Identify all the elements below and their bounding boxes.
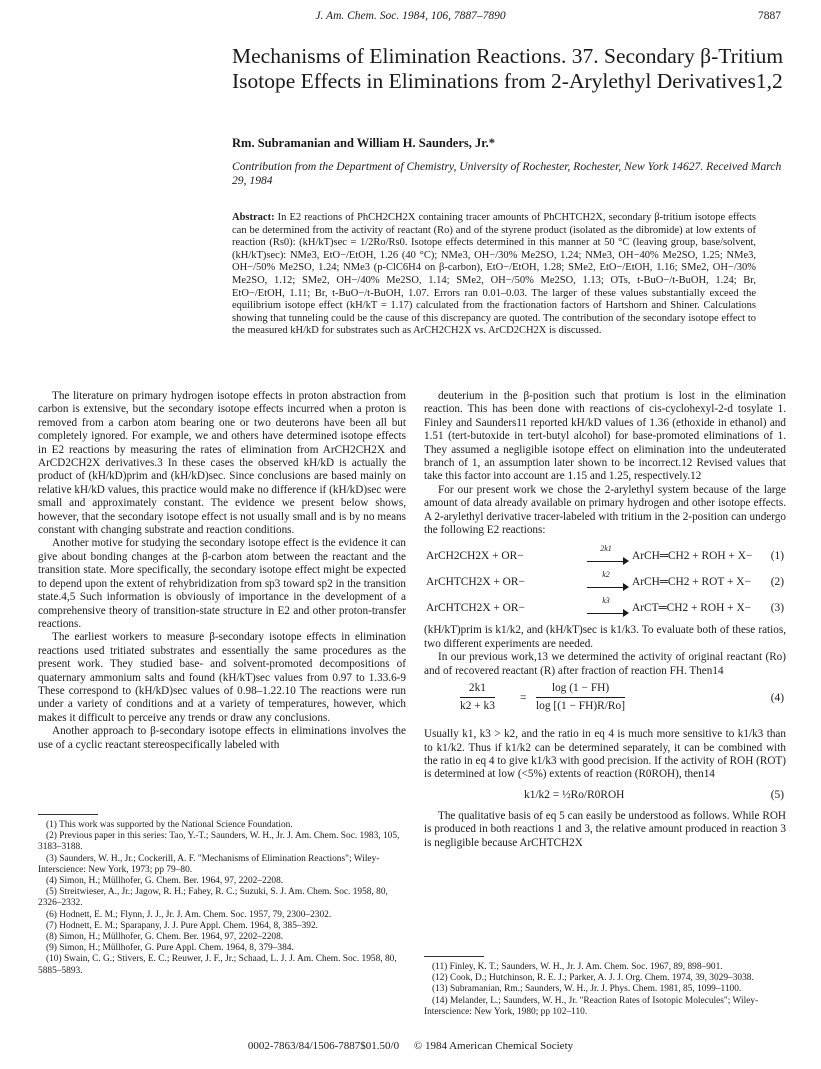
denominator: k2 + k3 bbox=[460, 699, 495, 712]
footnotes-left bbox=[38, 820, 406, 977]
affiliation: Contribution from the Department of Chemistry, University of Rochester, Rochester, New York 14627. Received March 29, 1984 bbox=[232, 160, 782, 187]
numerator: 2k1 bbox=[460, 682, 495, 697]
footnote: (13) Subramanian, Rm.; Saunders, W. H., Jr. J. Phys. Chem. 1981, 85, 1099–1100. bbox=[432, 984, 742, 995]
reaction-arrow-icon bbox=[584, 544, 628, 562]
footnote: (12) Cook, D.; Hutchinson, R. E. J.; Parker, A. J. J. Org. Chem. 1974, 39, 3029–3038. bbox=[432, 973, 754, 984]
equation-number: (5) bbox=[770, 788, 784, 801]
footnote: (8) Simon, H.; Müllhofer, G. Chem. Ber. 1964, 97, 2202–2208. bbox=[46, 932, 284, 943]
reactants: ArCHTCH2X + OR− bbox=[426, 576, 525, 589]
left-column bbox=[38, 390, 406, 752]
rate-constant: 2k1 bbox=[600, 544, 612, 554]
footnote: (10) Swain, C. G.; Stivers, E. C.; Reuwer, J. F., Jr.; Schaad, L. J. J. Am. Chem. Soc. 1958, 80, 5885–5893. bbox=[38, 954, 397, 976]
paragraph: For our present work we chose the 2-arylethyl system because of the large amount of data already available on primary hydrogen and other isotope effects. A 2-arylethyl derivative tracer-labeled with tritium in the 2-position can undergo the following E2 reactions: bbox=[424, 483, 786, 537]
footnote: (2) Previous paper in this series: Tao, Y.-T.; Saunders, W. H., Jr. J. Am. Chem. Soc. 1983, 105, 3183–3188. bbox=[38, 831, 400, 853]
footnote: (7) Hodnett, E. M.; Sparapany, J. J. Pure Appl. Chem. 1964, 8, 385–392. bbox=[46, 920, 319, 931]
footnote: (9) Simon, H.; Müllhofer, G. Pure Appl. Chem. 1964, 8, 379–384. bbox=[46, 943, 294, 954]
reaction-equation-2 bbox=[424, 568, 786, 594]
abstract-text: In E2 reactions of PhCH2CH2X containing tracer amounts of PhCHTCH2X, secondary β-tritium isotope effects can be determined from the activity of reactant (Ro) and of the styrene product (isolated as the dibromide) at low extents of reaction (Rs0): (kH/kT)sec = 1/2Ro/Rs0. Isotope effects determined in this manner at 50 °C (leaving group, base/solvent, (kH/kT)sec): NMe3, EtO−/EtOH, 1.26 (40 °C); NMe3, OH−/30% Me2SO, 1.24; NMe3, OH−40% Me2SO, 1.25; NMe3, OH−/50% Me2SO, 1.24; NMe3 (p-ClC6H4 on β-carbon), EtO−/EtOH, 1.28; SMe2, EtO−/EtOH, 1.16; SMe2, OH−/30% Me2SO, 1.12; SMe2, OH−/40% Me2SO, 1.14; SMe2, OH−/50% Me2SO, 1.13; OTs, t-BuO−/t-BuOH, 1.24; Br, EtO−/EtOH, 1.11; Br, t-BuO−/t-BuOH, 1.07. Errors ran 0.01–0.03. The larger of these values substantially exceed the equilibrium isotope effect (kH/kT = 1.17) calculated from the fractionation factors of Hartshorn and Shiner. Calculations showing that tunneling could be the cause of this discrepancy are quoted. The contribution of the secondary isotope effect to the measured kH/kD for substrates such as ArCH2CH2X vs. ArCD2CH2X is discussed. bbox=[232, 212, 756, 337]
article-title: Mechanisms of Elimination Reactions. 37. Secondary β-Tritium Isotope Effects in Eliminations from 2-Arylethyl Derivatives1,2 bbox=[232, 44, 784, 93]
reaction-arrow-icon bbox=[584, 596, 628, 614]
equation-number: (3) bbox=[770, 602, 784, 615]
right-column bbox=[424, 390, 786, 850]
footnote-rule bbox=[424, 956, 484, 957]
footnote: (4) Simon, H.; Müllhofer, G. Chem. Ber. 1964, 97, 2202–2208. bbox=[46, 876, 284, 887]
equation-number: (2) bbox=[770, 576, 784, 589]
reaction-equation-1 bbox=[424, 542, 786, 568]
footnote-rule bbox=[38, 814, 98, 815]
paragraph: The qualitative basis of eq 5 can easily be understood as follows. While ROH is produced in both reactions 1 and 3, the relative amount produced in reaction 3 is negligible because ArCHTCH2X bbox=[424, 809, 786, 849]
paragraph: Another approach to β-secondary isotope effects in eliminations involves the use of a cyclic reactant stereospecifically labeled with bbox=[38, 725, 406, 751]
reaction-arrow-icon bbox=[584, 570, 628, 588]
paragraph: deuterium in the β-position such that protium is lost in the elimination reaction. This has been done with reactions of cis-cyclohexyl-2-d tosylate 1. Finley and Saunders11 reported kH/kD values of 1.36 (ethoxide in ethanol) and 1.51 (tert-butoxide in tert-butyl alcohol) for base-promoted eliminations of 1. They assumed a negligible isotope effect on elimination into the undeuterated branch of 1, an assumption later shown to be incorrect.12 Revised values that take this factor into account are 1.15 and 1.25, respectively.12 bbox=[424, 390, 786, 483]
page-footer bbox=[0, 1040, 821, 1052]
running-head bbox=[0, 10, 821, 26]
abstract bbox=[232, 212, 756, 338]
paragraph: In our previous work,13 we determined the activity of original reactant (Ro) and of recovered reactant (R) after fraction of reaction FH. Then14 bbox=[424, 651, 786, 677]
footnote: (6) Hodnett, E. M.; Flynn, J. J., Jr. J. Am. Chem. Soc. 1957, 79, 2300–2302. bbox=[46, 909, 332, 920]
products: ArCH═CH2 + ROH + X− bbox=[632, 550, 753, 563]
footnote: (1) This work was supported by the National Science Foundation. bbox=[46, 820, 293, 830]
author-list: Rm. Subramanian and William H. Saunders, Jr.* bbox=[232, 136, 496, 150]
equation-5 bbox=[424, 786, 786, 806]
paragraph: The literature on primary hydrogen isotope effects in proton abstraction from carbon is extensive, but the secondary isotope effects incurred when a proton is removed from a carbon atom bearing one or two deuterons have been all but completely ignored. For example, we and others have determined isotope effects in E2 reactions by measuring the rates of elimination from ArCH2CH2X and ArCD2CH2X derivatives.3 In these cases the observed kH/kD is actually the product of (kH/kD)prim and (kH/kD)sec. Since conclusions are based mainly on relative kH/kD values, this practice would make no difference if (kH/kD)sec were small and approximately constant. The evidence we present below shows, however, that the secondary isotope effect is not usually small and is by no means constant with changing substrate and reaction conditions. bbox=[38, 390, 406, 537]
article-code: 0002-7863/84/1506-7887$01.50/0 bbox=[247, 1040, 400, 1052]
equation-number: (1) bbox=[770, 550, 784, 563]
rate-constant: k3 bbox=[602, 596, 610, 606]
products: ArCT═CH2 + ROH + X− bbox=[632, 602, 752, 615]
copyright: © 1984 American Chemical Society bbox=[413, 1040, 574, 1052]
reaction-equations bbox=[424, 542, 786, 620]
footnote: (3) Saunders, W. H., Jr.; Cockerill, A. F. "Mechanisms of Elimination Reactions"; Wiley-Interscience: New York, 1973; pp 79–80. bbox=[38, 853, 380, 875]
equals-sign: = bbox=[520, 692, 527, 705]
abstract-label: Abstract: bbox=[232, 212, 275, 223]
products: ArCH═CH2 + ROT + X− bbox=[632, 576, 751, 589]
footnote: (11) Finley, K. T.; Saunders, W. H., Jr. J. Am. Chem. Soc. 1967, 89, 898–901. bbox=[432, 962, 723, 972]
denominator: log [(1 − FH)R/Ro] bbox=[536, 699, 626, 712]
rate-constant: k2 bbox=[602, 570, 610, 580]
paragraph: (kH/kT)prim is k1/k2, and (kH/kT)sec is k1/k3. To evaluate both of these ratios, two different experiments are needed. bbox=[424, 624, 786, 650]
fraction-rhs bbox=[536, 682, 625, 713]
footnote: (14) Melander, L.; Saunders, W. H., Jr. "Reaction Rates of Isotopic Molecules"; Wiley-Interscience: New York, 1980; pp 102–110. bbox=[424, 995, 759, 1017]
footnote: (5) Streitwieser, A., Jr.; Jagow, R. H.; Fahey, R. C.; Suzuki, S. J. Am. Chem. Soc. 1958, 80, 2326–2332. bbox=[38, 887, 388, 909]
reactants: ArCH2CH2X + OR− bbox=[426, 550, 524, 563]
equation-number: (4) bbox=[770, 692, 784, 705]
reactants: ArCHTCH2X + OR− bbox=[426, 602, 525, 615]
numerator: log (1 − FH) bbox=[536, 682, 625, 697]
paragraph: Another motive for studying the secondary isotope effect is the evidence it can give about bonding changes at the β-carbon atom between the reactant and the transition state. More specifically, the secondary isotope effect might be expected to depend upon the extent of rehybridization from sp3 toward sp2 in the transition state.4,5 Such information is obviously of importance in the development of a comprehensive theory of transition-state structure in E2 and other proton-transfer reactions. bbox=[38, 537, 406, 630]
page-number: 7887 bbox=[758, 10, 781, 22]
paragraph: Usually k1, k3 > k2, and the ratio in eq 4 is much more sensitive to k1/k3 than to k1/k2. Thus if k1/k2 can be determined separately, it can be combined with the ratio in eq 4 to give k1/k3 with good precision. If the activity of ROH (ROT) is determined at low (<5%) extents of reaction (R0ROH), then14 bbox=[424, 728, 786, 781]
equation-4 bbox=[424, 682, 786, 722]
fraction-lhs bbox=[460, 682, 495, 713]
journal-citation: J. Am. Chem. Soc. 1984, 106, 7887–7890 bbox=[315, 10, 506, 22]
footnotes-right bbox=[424, 962, 786, 1018]
equation-expression: k1/k2 = ½Ro/R0ROH bbox=[524, 788, 625, 801]
paragraph: The earliest workers to measure β-secondary isotope effects in elimination reactions used tritiated substrates and essentially the same procedures as the present work. They studied base- and solvent-promoted decompositions of quaternary ammonium salts and found (kH/kT)sec values from 0.97 to 1.33.6-9 These correspond to (kH/kD)sec values of 0.98–1.22.10 The reactions were run under a variety of conditions and at a variety of temperatures, however, which makes it difficult to perceive any trends or draw any conclusions. bbox=[38, 631, 406, 724]
reaction-equation-3 bbox=[424, 594, 786, 620]
